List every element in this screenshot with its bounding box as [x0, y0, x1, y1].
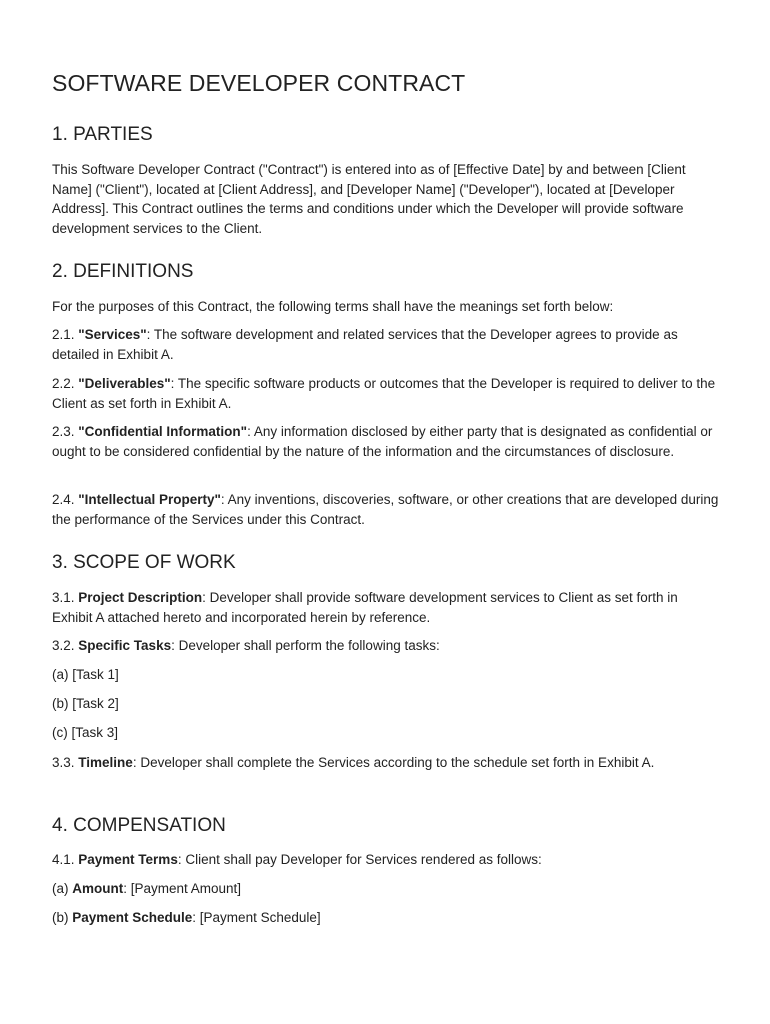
definition-deliverables: 2.2. "Deliverables": The specific software products or outcomes that the Developer is required to deliver to the Client as set forth in Exhibit A. [52, 376, 716, 411]
document-title: SOFTWARE DEVELOPER CONTRACT [52, 70, 466, 96]
task-item: (a) [Task 1] [52, 667, 119, 682]
definition-services: 2.1. "Services": The software development and related services that the Developer agrees to provide as detailed in Exhibit A. [52, 327, 678, 362]
section-heading-scope-of-work: 3. SCOPE OF WORK [52, 552, 236, 573]
section-heading-parties: 1. PARTIES [52, 124, 153, 145]
section-heading-definitions: 2. DEFINITIONS [52, 261, 194, 282]
clause-specific-tasks: 3.2. Specific Tasks: Developer shall perform the following tasks: [52, 638, 440, 653]
parties-paragraph: This Software Developer Contract ("Contract") is entered into as of [Effective Date] by and between [Client Name] ("Client"), located at [Client Address], and [Developer Name] ("Developer"), located at [Developer Address]. This Contract outlines the terms and conditions under which the Developer will provide software development services to the Client. [52, 162, 686, 236]
definition-intellectual-property: 2.4. "Intellectual Property": Any inventions, discoveries, software, or other creations that are developed during the performance of the Services under this Contract. [52, 492, 719, 527]
clause-payment-terms: 4.1. Payment Terms: Client shall pay Developer for Services rendered as follows: [52, 852, 542, 867]
definitions-intro: For the purposes of this Contract, the following terms shall have the meanings set forth below: [52, 299, 614, 314]
section-heading-compensation: 4. COMPENSATION [52, 815, 226, 836]
definition-confidential-information: 2.3. "Confidential Information": Any information disclosed by either party that is designated as confidential or ought to be considered confidential by the nature of the information and the circumstances of disclosure. [52, 424, 713, 459]
payment-amount-item: (a) Amount: [Payment Amount] [52, 881, 242, 896]
clause-project-description: 3.1. Project Description: Developer shall provide software development services to Client as set forth in Exhibit A attached hereto and incorporated herein by reference. [52, 590, 678, 625]
clause-timeline: 3.3. Timeline: Developer shall complete the Services according to the schedule set forth in Exhibit A. [52, 755, 655, 770]
task-item: (b) [Task 2] [52, 696, 119, 711]
payment-schedule-item: (b) Payment Schedule: [Payment Schedule] [52, 910, 321, 925]
task-item: (c) [Task 3] [52, 725, 119, 740]
